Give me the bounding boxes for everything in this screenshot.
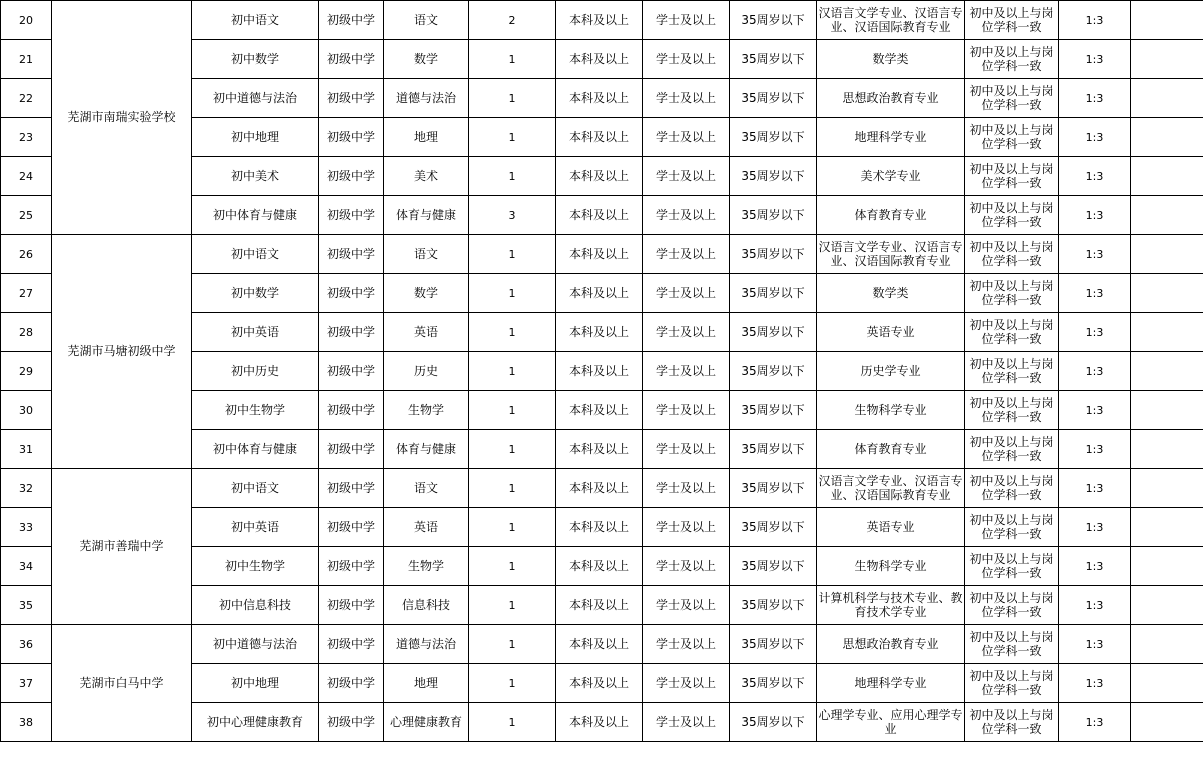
headcount-cell: 1 bbox=[469, 235, 556, 274]
subject-cell: 语文 bbox=[384, 469, 469, 508]
row-number-cell: 34 bbox=[1, 547, 52, 586]
degree-cell: 学士及以上 bbox=[643, 625, 730, 664]
position-name-cell: 初中语文 bbox=[192, 235, 319, 274]
education-cell: 本科及以上 bbox=[556, 391, 643, 430]
education-cell: 本科及以上 bbox=[556, 235, 643, 274]
degree-cell: 学士及以上 bbox=[643, 79, 730, 118]
note-cell bbox=[1131, 508, 1203, 547]
school-level-cell: 初级中学 bbox=[319, 664, 384, 703]
position-name-cell: 初中道德与法治 bbox=[192, 625, 319, 664]
subject-cell: 体育与健康 bbox=[384, 196, 469, 235]
age-requirement-cell: 35周岁以下 bbox=[730, 118, 817, 157]
school-level-cell: 初级中学 bbox=[319, 391, 384, 430]
position-name-cell: 初中英语 bbox=[192, 313, 319, 352]
age-requirement-cell: 35周岁以下 bbox=[730, 235, 817, 274]
subject-cell: 数学 bbox=[384, 274, 469, 313]
note-cell bbox=[1131, 625, 1203, 664]
major-requirement-cell: 体育教育专业 bbox=[817, 430, 965, 469]
major-requirement-cell: 英语专业 bbox=[817, 313, 965, 352]
school-level-cell: 初级中学 bbox=[319, 1, 384, 40]
ratio-cell: 1:3 bbox=[1059, 40, 1131, 79]
note-cell bbox=[1131, 157, 1203, 196]
note-cell bbox=[1131, 1, 1203, 40]
position-name-cell: 初中道德与法治 bbox=[192, 79, 319, 118]
row-number-cell: 28 bbox=[1, 313, 52, 352]
degree-cell: 学士及以上 bbox=[643, 274, 730, 313]
education-cell: 本科及以上 bbox=[556, 469, 643, 508]
note-cell bbox=[1131, 235, 1203, 274]
headcount-cell: 1 bbox=[469, 157, 556, 196]
headcount-cell: 1 bbox=[469, 547, 556, 586]
ratio-cell: 1:3 bbox=[1059, 196, 1131, 235]
ratio-cell: 1:3 bbox=[1059, 703, 1131, 742]
degree-cell: 学士及以上 bbox=[643, 469, 730, 508]
age-requirement-cell: 35周岁以下 bbox=[730, 157, 817, 196]
note-cell bbox=[1131, 547, 1203, 586]
note-cell bbox=[1131, 391, 1203, 430]
education-cell: 本科及以上 bbox=[556, 274, 643, 313]
ratio-cell: 1:3 bbox=[1059, 79, 1131, 118]
position-name-cell: 初中地理 bbox=[192, 118, 319, 157]
education-cell: 本科及以上 bbox=[556, 352, 643, 391]
position-name-cell: 初中心理健康教育 bbox=[192, 703, 319, 742]
qualification-cell: 初中及以上与岗位学科一致 bbox=[965, 352, 1059, 391]
row-number-cell: 29 bbox=[1, 352, 52, 391]
subject-cell: 美术 bbox=[384, 157, 469, 196]
school-level-cell: 初级中学 bbox=[319, 547, 384, 586]
subject-cell: 生物学 bbox=[384, 547, 469, 586]
major-requirement-cell: 体育教育专业 bbox=[817, 196, 965, 235]
headcount-cell: 1 bbox=[469, 352, 556, 391]
subject-cell: 地理 bbox=[384, 664, 469, 703]
note-cell bbox=[1131, 79, 1203, 118]
qualification-cell: 初中及以上与岗位学科一致 bbox=[965, 313, 1059, 352]
note-cell bbox=[1131, 430, 1203, 469]
position-name-cell: 初中数学 bbox=[192, 40, 319, 79]
row-number-cell: 33 bbox=[1, 508, 52, 547]
degree-cell: 学士及以上 bbox=[643, 508, 730, 547]
row-number-cell: 24 bbox=[1, 157, 52, 196]
position-name-cell: 初中美术 bbox=[192, 157, 319, 196]
position-name-cell: 初中英语 bbox=[192, 508, 319, 547]
school-level-cell: 初级中学 bbox=[319, 352, 384, 391]
age-requirement-cell: 35周岁以下 bbox=[730, 391, 817, 430]
age-requirement-cell: 35周岁以下 bbox=[730, 508, 817, 547]
row-number-cell: 32 bbox=[1, 469, 52, 508]
degree-cell: 学士及以上 bbox=[643, 586, 730, 625]
education-cell: 本科及以上 bbox=[556, 703, 643, 742]
degree-cell: 学士及以上 bbox=[643, 547, 730, 586]
qualification-cell: 初中及以上与岗位学科一致 bbox=[965, 586, 1059, 625]
education-cell: 本科及以上 bbox=[556, 40, 643, 79]
row-number-cell: 30 bbox=[1, 391, 52, 430]
degree-cell: 学士及以上 bbox=[643, 40, 730, 79]
position-name-cell: 初中体育与健康 bbox=[192, 196, 319, 235]
major-requirement-cell: 数学类 bbox=[817, 274, 965, 313]
school-level-cell: 初级中学 bbox=[319, 469, 384, 508]
headcount-cell: 1 bbox=[469, 391, 556, 430]
qualification-cell: 初中及以上与岗位学科一致 bbox=[965, 1, 1059, 40]
position-name-cell: 初中历史 bbox=[192, 352, 319, 391]
ratio-cell: 1:3 bbox=[1059, 586, 1131, 625]
degree-cell: 学士及以上 bbox=[643, 1, 730, 40]
note-cell bbox=[1131, 469, 1203, 508]
row-number-cell: 31 bbox=[1, 430, 52, 469]
education-cell: 本科及以上 bbox=[556, 1, 643, 40]
note-cell bbox=[1131, 703, 1203, 742]
major-requirement-cell: 汉语言文学专业、汉语言专业、汉语国际教育专业 bbox=[817, 235, 965, 274]
major-requirement-cell: 数学类 bbox=[817, 40, 965, 79]
major-requirement-cell: 心理学专业、应用心理学专业 bbox=[817, 703, 965, 742]
major-requirement-cell: 汉语言文学专业、汉语言专业、汉语国际教育专业 bbox=[817, 469, 965, 508]
subject-cell: 道德与法治 bbox=[384, 79, 469, 118]
school-level-cell: 初级中学 bbox=[319, 157, 384, 196]
subject-cell: 信息科技 bbox=[384, 586, 469, 625]
ratio-cell: 1:3 bbox=[1059, 430, 1131, 469]
school-level-cell: 初级中学 bbox=[319, 703, 384, 742]
education-cell: 本科及以上 bbox=[556, 313, 643, 352]
headcount-cell: 1 bbox=[469, 508, 556, 547]
position-name-cell: 初中语文 bbox=[192, 469, 319, 508]
qualification-cell: 初中及以上与岗位学科一致 bbox=[965, 118, 1059, 157]
ratio-cell: 1:3 bbox=[1059, 391, 1131, 430]
subject-cell: 英语 bbox=[384, 313, 469, 352]
row-number-cell: 35 bbox=[1, 586, 52, 625]
headcount-cell: 1 bbox=[469, 625, 556, 664]
age-requirement-cell: 35周岁以下 bbox=[730, 586, 817, 625]
ratio-cell: 1:3 bbox=[1059, 313, 1131, 352]
age-requirement-cell: 35周岁以下 bbox=[730, 430, 817, 469]
qualification-cell: 初中及以上与岗位学科一致 bbox=[965, 430, 1059, 469]
major-requirement-cell: 思想政治教育专业 bbox=[817, 79, 965, 118]
age-requirement-cell: 35周岁以下 bbox=[730, 547, 817, 586]
education-cell: 本科及以上 bbox=[556, 586, 643, 625]
school-level-cell: 初级中学 bbox=[319, 274, 384, 313]
headcount-cell: 1 bbox=[469, 469, 556, 508]
school-level-cell: 初级中学 bbox=[319, 430, 384, 469]
age-requirement-cell: 35周岁以下 bbox=[730, 1, 817, 40]
note-cell bbox=[1131, 664, 1203, 703]
ratio-cell: 1:3 bbox=[1059, 469, 1131, 508]
table-row bbox=[1, 1, 1203, 40]
qualification-cell: 初中及以上与岗位学科一致 bbox=[965, 508, 1059, 547]
education-cell: 本科及以上 bbox=[556, 118, 643, 157]
table-row bbox=[1, 235, 1203, 274]
qualification-cell: 初中及以上与岗位学科一致 bbox=[965, 40, 1059, 79]
qualification-cell: 初中及以上与岗位学科一致 bbox=[965, 469, 1059, 508]
table-row bbox=[1, 469, 1203, 508]
subject-cell: 地理 bbox=[384, 118, 469, 157]
note-cell bbox=[1131, 118, 1203, 157]
education-cell: 本科及以上 bbox=[556, 157, 643, 196]
school-level-cell: 初级中学 bbox=[319, 235, 384, 274]
headcount-cell: 1 bbox=[469, 586, 556, 625]
qualification-cell: 初中及以上与岗位学科一致 bbox=[965, 664, 1059, 703]
subject-cell: 历史 bbox=[384, 352, 469, 391]
degree-cell: 学士及以上 bbox=[643, 157, 730, 196]
degree-cell: 学士及以上 bbox=[643, 196, 730, 235]
qualification-cell: 初中及以上与岗位学科一致 bbox=[965, 157, 1059, 196]
school-level-cell: 初级中学 bbox=[319, 586, 384, 625]
major-requirement-cell: 计算机科学与技术专业、教育技术学专业 bbox=[817, 586, 965, 625]
qualification-cell: 初中及以上与岗位学科一致 bbox=[965, 196, 1059, 235]
headcount-cell: 3 bbox=[469, 196, 556, 235]
note-cell bbox=[1131, 274, 1203, 313]
major-requirement-cell: 生物科学专业 bbox=[817, 547, 965, 586]
degree-cell: 学士及以上 bbox=[643, 118, 730, 157]
position-name-cell: 初中地理 bbox=[192, 664, 319, 703]
education-cell: 本科及以上 bbox=[556, 79, 643, 118]
school-level-cell: 初级中学 bbox=[319, 508, 384, 547]
major-requirement-cell: 思想政治教育专业 bbox=[817, 625, 965, 664]
row-number-cell: 27 bbox=[1, 274, 52, 313]
table-row bbox=[1, 625, 1203, 664]
major-requirement-cell: 历史学专业 bbox=[817, 352, 965, 391]
subject-cell: 语文 bbox=[384, 1, 469, 40]
school-name-cell: 芜湖市善瑞中学 bbox=[52, 469, 192, 625]
qualification-cell: 初中及以上与岗位学科一致 bbox=[965, 547, 1059, 586]
subject-cell: 语文 bbox=[384, 235, 469, 274]
qualification-cell: 初中及以上与岗位学科一致 bbox=[965, 703, 1059, 742]
position-name-cell: 初中体育与健康 bbox=[192, 430, 319, 469]
position-name-cell: 初中数学 bbox=[192, 274, 319, 313]
row-number-cell: 25 bbox=[1, 196, 52, 235]
position-name-cell: 初中生物学 bbox=[192, 391, 319, 430]
degree-cell: 学士及以上 bbox=[643, 664, 730, 703]
qualification-cell: 初中及以上与岗位学科一致 bbox=[965, 625, 1059, 664]
headcount-cell: 1 bbox=[469, 430, 556, 469]
row-number-cell: 36 bbox=[1, 625, 52, 664]
subject-cell: 数学 bbox=[384, 40, 469, 79]
qualification-cell: 初中及以上与岗位学科一致 bbox=[965, 79, 1059, 118]
education-cell: 本科及以上 bbox=[556, 508, 643, 547]
headcount-cell: 1 bbox=[469, 313, 556, 352]
ratio-cell: 1:3 bbox=[1059, 118, 1131, 157]
school-name-cell: 芜湖市马塘初级中学 bbox=[52, 235, 192, 469]
subject-cell: 英语 bbox=[384, 508, 469, 547]
headcount-cell: 1 bbox=[469, 118, 556, 157]
qualification-cell: 初中及以上与岗位学科一致 bbox=[965, 391, 1059, 430]
age-requirement-cell: 35周岁以下 bbox=[730, 352, 817, 391]
major-requirement-cell: 美术学专业 bbox=[817, 157, 965, 196]
age-requirement-cell: 35周岁以下 bbox=[730, 703, 817, 742]
headcount-cell: 1 bbox=[469, 703, 556, 742]
major-requirement-cell: 地理科学专业 bbox=[817, 118, 965, 157]
subject-cell: 生物学 bbox=[384, 391, 469, 430]
ratio-cell: 1:3 bbox=[1059, 508, 1131, 547]
age-requirement-cell: 35周岁以下 bbox=[730, 79, 817, 118]
row-number-cell: 23 bbox=[1, 118, 52, 157]
school-level-cell: 初级中学 bbox=[319, 118, 384, 157]
headcount-cell: 1 bbox=[469, 664, 556, 703]
ratio-cell: 1:3 bbox=[1059, 1, 1131, 40]
row-number-cell: 20 bbox=[1, 1, 52, 40]
row-number-cell: 37 bbox=[1, 664, 52, 703]
headcount-cell: 1 bbox=[469, 40, 556, 79]
major-requirement-cell: 生物科学专业 bbox=[817, 391, 965, 430]
major-requirement-cell: 汉语言文学专业、汉语言专业、汉语国际教育专业 bbox=[817, 1, 965, 40]
school-level-cell: 初级中学 bbox=[319, 313, 384, 352]
school-level-cell: 初级中学 bbox=[319, 625, 384, 664]
note-cell bbox=[1131, 196, 1203, 235]
age-requirement-cell: 35周岁以下 bbox=[730, 196, 817, 235]
subject-cell: 心理健康教育 bbox=[384, 703, 469, 742]
row-number-cell: 26 bbox=[1, 235, 52, 274]
age-requirement-cell: 35周岁以下 bbox=[730, 469, 817, 508]
education-cell: 本科及以上 bbox=[556, 625, 643, 664]
education-cell: 本科及以上 bbox=[556, 664, 643, 703]
degree-cell: 学士及以上 bbox=[643, 313, 730, 352]
row-number-cell: 21 bbox=[1, 40, 52, 79]
table-body bbox=[1, 1, 1203, 742]
row-number-cell: 22 bbox=[1, 79, 52, 118]
subject-cell: 道德与法治 bbox=[384, 625, 469, 664]
age-requirement-cell: 35周岁以下 bbox=[730, 313, 817, 352]
headcount-cell: 1 bbox=[469, 79, 556, 118]
degree-cell: 学士及以上 bbox=[643, 703, 730, 742]
ratio-cell: 1:3 bbox=[1059, 235, 1131, 274]
age-requirement-cell: 35周岁以下 bbox=[730, 274, 817, 313]
major-requirement-cell: 英语专业 bbox=[817, 508, 965, 547]
note-cell bbox=[1131, 586, 1203, 625]
ratio-cell: 1:3 bbox=[1059, 157, 1131, 196]
school-level-cell: 初级中学 bbox=[319, 40, 384, 79]
subject-cell: 体育与健康 bbox=[384, 430, 469, 469]
degree-cell: 学士及以上 bbox=[643, 430, 730, 469]
age-requirement-cell: 35周岁以下 bbox=[730, 664, 817, 703]
education-cell: 本科及以上 bbox=[556, 196, 643, 235]
headcount-cell: 1 bbox=[469, 274, 556, 313]
qualification-cell: 初中及以上与岗位学科一致 bbox=[965, 274, 1059, 313]
school-level-cell: 初级中学 bbox=[319, 79, 384, 118]
note-cell bbox=[1131, 352, 1203, 391]
school-level-cell: 初级中学 bbox=[319, 196, 384, 235]
qualification-cell: 初中及以上与岗位学科一致 bbox=[965, 235, 1059, 274]
degree-cell: 学士及以上 bbox=[643, 391, 730, 430]
ratio-cell: 1:3 bbox=[1059, 547, 1131, 586]
school-name-cell: 芜湖市南瑞实验学校 bbox=[52, 1, 192, 235]
ratio-cell: 1:3 bbox=[1059, 274, 1131, 313]
position-name-cell: 初中信息科技 bbox=[192, 586, 319, 625]
ratio-cell: 1:3 bbox=[1059, 664, 1131, 703]
degree-cell: 学士及以上 bbox=[643, 235, 730, 274]
position-name-cell: 初中语文 bbox=[192, 1, 319, 40]
degree-cell: 学士及以上 bbox=[643, 352, 730, 391]
row-number-cell: 38 bbox=[1, 703, 52, 742]
position-name-cell: 初中生物学 bbox=[192, 547, 319, 586]
education-cell: 本科及以上 bbox=[556, 547, 643, 586]
note-cell bbox=[1131, 40, 1203, 79]
age-requirement-cell: 35周岁以下 bbox=[730, 625, 817, 664]
school-name-cell: 芜湖市白马中学 bbox=[52, 625, 192, 742]
note-cell bbox=[1131, 313, 1203, 352]
major-requirement-cell: 地理科学专业 bbox=[817, 664, 965, 703]
age-requirement-cell: 35周岁以下 bbox=[730, 40, 817, 79]
ratio-cell: 1:3 bbox=[1059, 352, 1131, 391]
headcount-cell: 2 bbox=[469, 1, 556, 40]
ratio-cell: 1:3 bbox=[1059, 625, 1131, 664]
education-cell: 本科及以上 bbox=[556, 430, 643, 469]
